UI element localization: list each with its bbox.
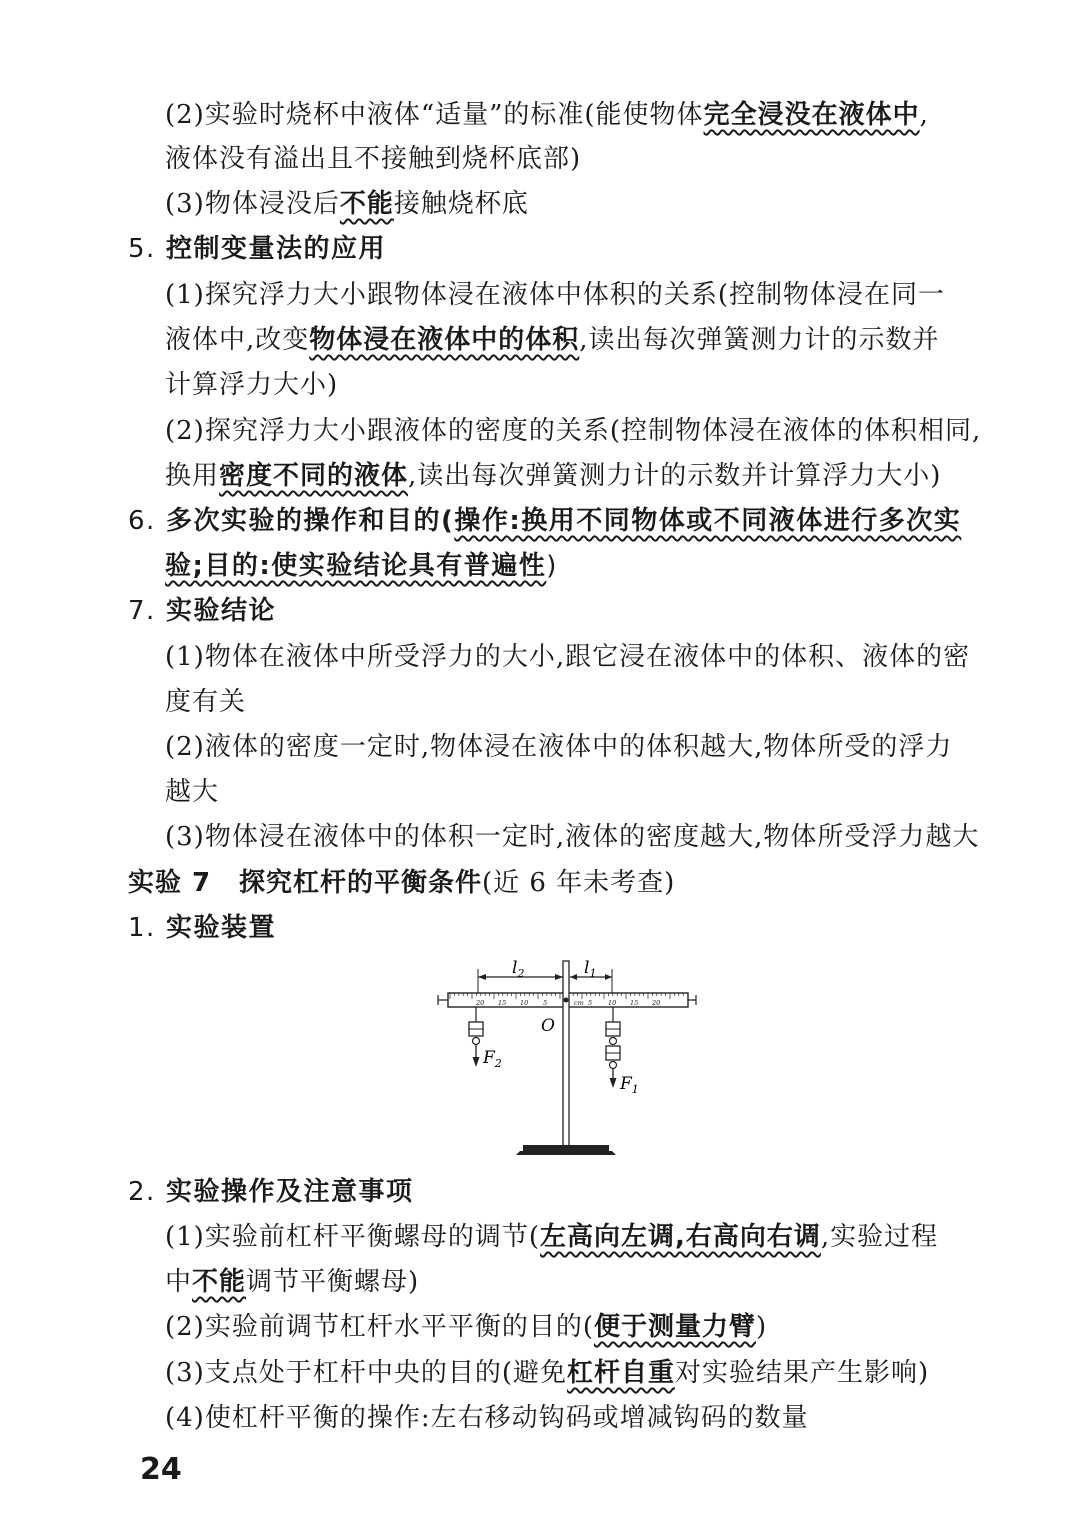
text-segment: 液体中,改变 [165,325,310,355]
arrow-head [610,1078,617,1088]
section-title: 实验操作及注意事项 [166,1177,414,1207]
key-point-text: 操作:换用不同物体或不同液体进行多次实 [454,506,962,536]
section-number: 7. [128,596,156,626]
text-segment: ) [756,1312,768,1342]
section-number: 5. [128,234,156,264]
section-title: 实验装置 [166,913,277,943]
hook-loop [610,1062,617,1069]
pivot-point [564,998,569,1003]
experiment-label: 实验 7 [128,868,212,898]
stand-base [523,1145,609,1151]
arrow-head [555,974,563,980]
label-l1: $l_1$ [584,958,597,980]
label-F2: $F_2$ [483,1048,502,1070]
section-number: 1. [128,913,156,943]
text-line: (4)使杠杆平衡的操作:左右移动钩码或增减钩码的数量 [165,1403,809,1433]
experiment-name: 探究杠杆的平衡条件 [238,868,482,898]
text-line: 液体没有溢出且不接触到烧杯底部) [165,144,582,174]
svg-text:5: 5 [588,999,593,1007]
text-line: (2)探究浮力大小跟液体的密度的关系(控制物体浸在液体的体积相同, [165,416,982,446]
svg-text:cm: cm [574,999,584,1007]
text-segment: 接触烧杯底 [393,189,529,219]
text-segment: ,读出每次弹簧测力计的示数并 [579,325,940,355]
section-number: 2. [128,1177,156,1207]
svg-text:10: 10 [520,999,529,1007]
key-point-text: 验;目的:使实验结论具有普遍性 [165,551,547,581]
svg-text:20: 20 [652,999,661,1007]
text-segment: 换用 [165,461,220,491]
experiment-title [128,866,675,900]
key-point-text: 不能 [339,189,394,219]
text-line [165,1220,938,1254]
text-segment: ) [546,551,558,581]
svg-text:20: 20 [476,999,485,1007]
arrow-head [473,1057,480,1067]
text-line: (3)物体浸在液体中的体积一定时,液体的密度越大,物体所受浮力越大 [165,822,980,852]
text-line [165,323,940,357]
hook-loop [473,1038,480,1045]
hook-loop [610,1038,617,1045]
text-line: (1)物体在液体中所受浮力的大小,跟它浸在液体中的体积、液体的密 [165,642,971,672]
text-segment: 对实验结果产生影响) [675,1358,930,1388]
key-point-text: 不能 [192,1267,247,1297]
section-number: 6. [128,506,156,536]
text-segment: (3)支点处于杠杆中央的目的(避免 [165,1358,567,1388]
label-F1: $F_1$ [620,1074,639,1096]
text-line [165,459,941,493]
arrow-head [570,974,577,980]
text-segment: (2)实验时烧杯中液体“适量”的标准(能使物体 [165,100,704,130]
arrow-head [478,974,486,980]
section-heading-1 [128,911,276,945]
key-point-text: 便于测量力臂 [593,1312,756,1342]
section-heading-7 [128,594,276,628]
svg-text:15: 15 [630,999,639,1007]
key-point-text: 左高向左调,右高向右调 [539,1222,821,1252]
lever-apparatus-diagram [430,955,700,1165]
experiment-note: (近 6 年未考查) [481,868,676,898]
text-line [165,1356,929,1390]
text-line: 计算浮力大小) [165,370,339,400]
text-segment: (2)实验前调节杠杆水平平衡的目的( [165,1312,594,1342]
key-point-text: 完全浸没在液体中 [703,100,920,130]
text-line [165,187,529,221]
section-heading-5 [128,232,386,266]
text-segment: (3)物体浸没后 [165,189,340,219]
key-point-text: 杠杆自重 [566,1358,675,1388]
label-l2: $l_2$ [512,958,525,980]
arrow-head [605,974,612,980]
text-line: 度有关 [165,687,247,717]
text-line: (1)探究浮力大小跟物体浸在液体中体积的关系(控制物体浸在同一 [165,280,945,310]
text-segment: (1)实验前杠杆平衡螺母的调节( [165,1222,540,1252]
key-point-text: 物体浸在液体中的体积 [309,325,580,355]
text-line: (2)液体的密度一定时,物体浸在液体中的体积越大,物体所受的浮力 [165,732,953,762]
support-rod [563,961,569,1147]
section-heading-2 [128,1175,414,1209]
section-title: 控制变量法的应用 [166,234,387,264]
section-heading-6-cont [165,549,558,583]
text-line: 越大 [165,777,220,807]
label-O: O [541,1016,555,1036]
text-line [165,98,929,132]
text-segment: 中 [165,1267,193,1297]
svg-text:5: 5 [543,999,548,1007]
text-segment: ,读出每次弹簧测力计的示数并计算浮力大小) [408,461,942,491]
svg-text:10: 10 [608,999,617,1007]
section-title: 实验结论 [166,596,277,626]
text-segment: 调节平衡螺母) [246,1267,420,1297]
section-heading-6 [128,504,961,538]
section-title: 多次实验的操作和目的( [166,506,455,536]
text-line [165,1265,419,1299]
text-line [165,1310,767,1344]
key-point-text: 密度不同的液体 [219,461,409,491]
stand-foot [516,1151,616,1155]
page-number: 24 [140,1452,182,1487]
text-segment: ,实验过程 [820,1222,939,1252]
svg-text:15: 15 [498,999,507,1007]
text-segment: , [919,100,929,130]
